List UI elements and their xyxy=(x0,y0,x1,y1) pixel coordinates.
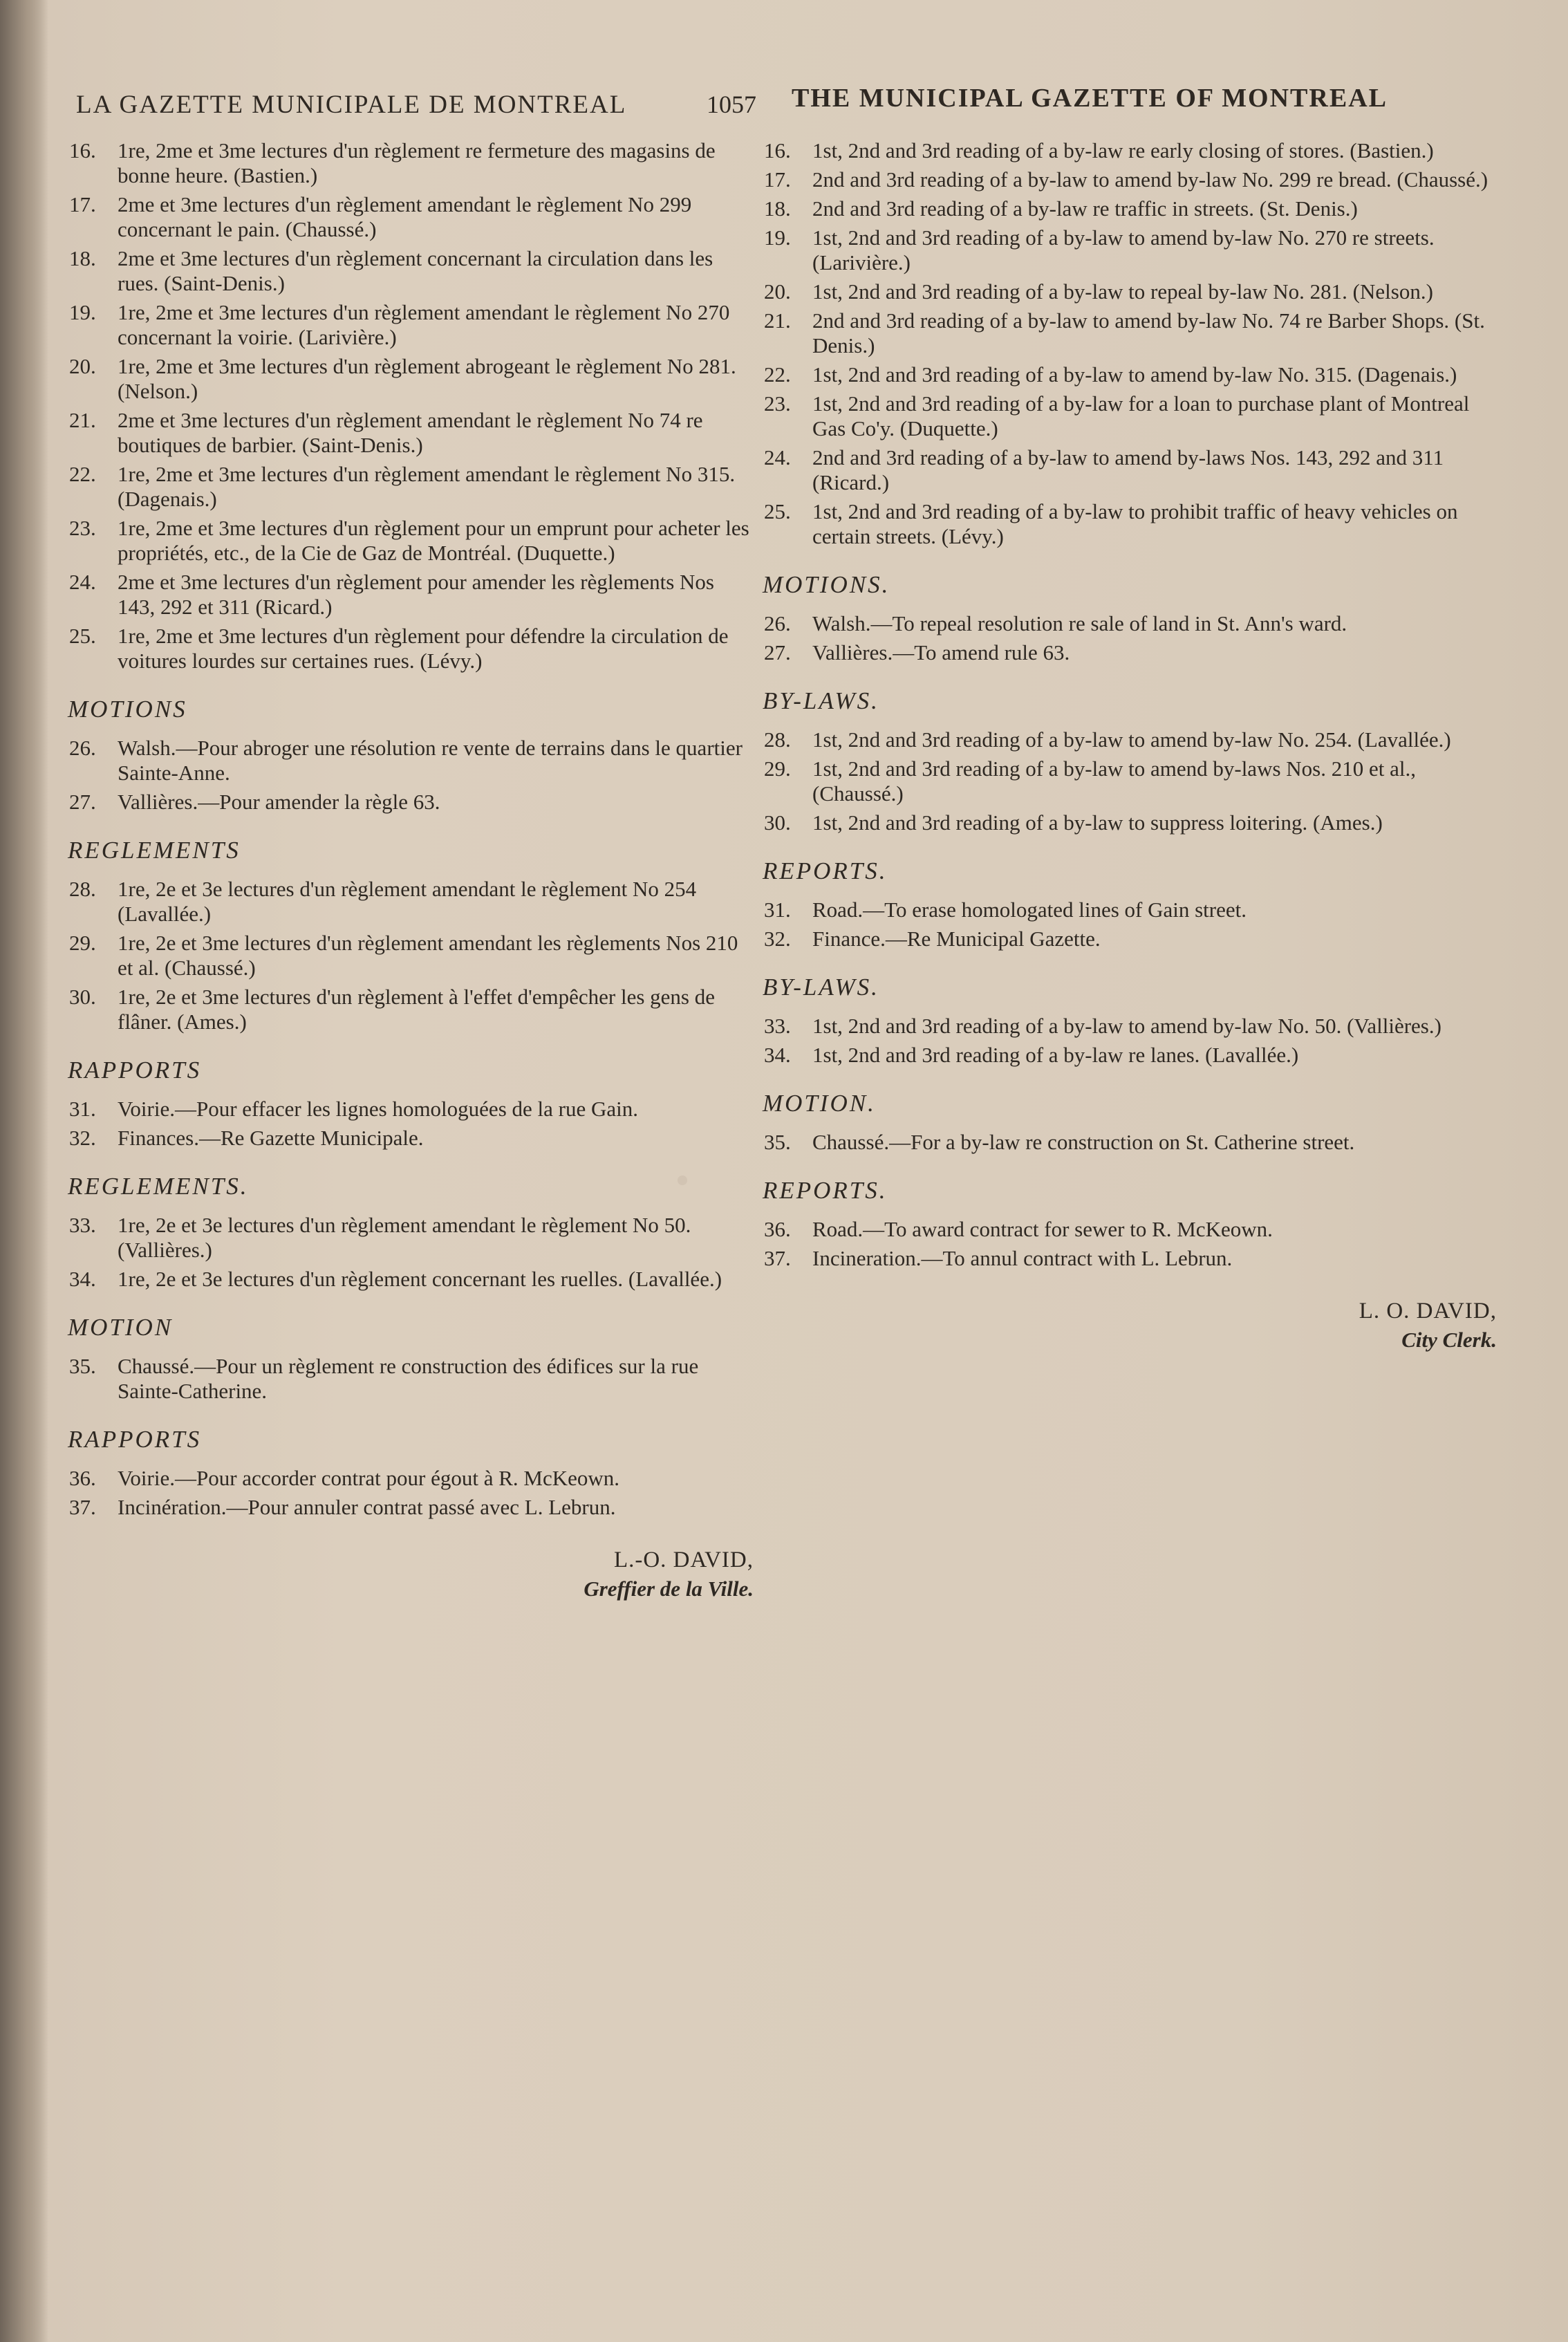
item-text: Finances.—Re Gazette Municipale. xyxy=(118,1126,424,1150)
agenda-item xyxy=(764,1217,1497,1242)
item-number: 16. xyxy=(69,138,96,162)
item-text: Voirie.—Pour accorder contrat pour égout à R. McKeown. xyxy=(118,1466,620,1490)
section-heading: MOTIONS xyxy=(68,696,187,723)
item-text: 1st, 2nd and 3rd reading of a by-law to amend by-law No. 50. (Vallières.) xyxy=(812,1014,1441,1038)
item-number: 30. xyxy=(69,985,96,1009)
agenda-item xyxy=(69,1097,754,1122)
agenda-item xyxy=(69,408,754,458)
item-number: 21. xyxy=(764,308,791,333)
item-number: 35. xyxy=(69,1354,96,1378)
item-number: 22. xyxy=(69,462,96,486)
item-text: Voirie.—Pour effacer les lignes homologuées de la rue Gain. xyxy=(118,1097,638,1121)
agenda-item xyxy=(764,898,1497,922)
english-reports xyxy=(764,898,1497,951)
agenda-item xyxy=(764,362,1497,387)
item-number: 32. xyxy=(764,927,791,951)
agenda-item xyxy=(69,985,754,1034)
item-text: 2nd and 3rd reading of a by-law to amend by-law No. 299 re bread. (Chaussé.) xyxy=(812,167,1488,192)
agenda-item xyxy=(764,756,1497,806)
item-number: 29. xyxy=(69,931,96,955)
agenda-item xyxy=(69,192,754,242)
item-text: Incinération.—Pour annuler contrat passé avec L. Lebrun. xyxy=(118,1495,616,1519)
agenda-item xyxy=(764,279,1497,304)
agenda-item xyxy=(764,1043,1497,1068)
item-text: 1st, 2nd and 3rd reading of a by-law to amend by-law No. 315. (Dagenais.) xyxy=(812,362,1457,387)
item-number: 22. xyxy=(764,362,791,387)
section-heading: MOTION xyxy=(68,1314,174,1341)
item-number: 18. xyxy=(69,246,96,270)
item-text: 2me et 3me lectures d'un règlement amendant le règlement No 74 re boutiques de barbier. (Saint-Denis.) xyxy=(118,408,703,457)
agenda-item xyxy=(764,1014,1497,1039)
agenda-item xyxy=(764,810,1497,835)
item-text: 1re, 2e et 3e lectures d'un règlement concernant les ruelles. (Lavallée.) xyxy=(118,1267,722,1291)
french-motions xyxy=(69,736,754,815)
item-text: 2nd and 3rd reading of a by-law re traffic in streets. (St. Denis.) xyxy=(812,196,1358,221)
item-number: 17. xyxy=(764,167,791,192)
french-motion xyxy=(69,1354,754,1404)
agenda-item xyxy=(69,790,754,815)
item-number: 36. xyxy=(764,1217,791,1241)
item-text: 1re, 2e et 3me lectures d'un règlement amendant les règlements Nos 210 et al. (Chaussé.) xyxy=(118,931,738,980)
item-number: 29. xyxy=(764,756,791,781)
item-text: 2me et 3me lectures d'un règlement concernant la circulation dans les rues. (Saint-Denis.) xyxy=(118,246,713,295)
item-number: 20. xyxy=(764,279,791,304)
agenda-item xyxy=(69,624,754,673)
english-motion xyxy=(764,1130,1497,1155)
item-text: Chaussé.—Pour un règlement re construction des édifices sur la rue Sainte-Catherine. xyxy=(118,1354,699,1403)
item-text: 1re, 2me et 3me lectures d'un règlement pour un emprunt pour acheter les propriétés, etc., de la Cie de Gaz de Montréal. (Duquette.) xyxy=(118,516,749,565)
item-number: 26. xyxy=(69,736,96,760)
item-number: 33. xyxy=(764,1014,791,1038)
french-signature xyxy=(69,1548,754,1601)
agenda-item xyxy=(69,877,754,927)
agenda-item xyxy=(69,931,754,981)
section-heading: BY-LAWS. xyxy=(763,974,879,1001)
agenda-item xyxy=(764,640,1497,665)
item-text: 2me et 3me lectures d'un règlement amendant le règlement No 299 concernant le pain. (Chaussé.) xyxy=(118,192,692,241)
section-heading: MOTIONS. xyxy=(763,571,890,598)
item-text: 1re, 2me et 3me lectures d'un règlement amendant le règlement No 270 concernant la voirie. (Larivière.) xyxy=(118,300,730,349)
english-items-top xyxy=(764,138,1497,549)
french-items-top xyxy=(69,138,754,673)
item-number: 34. xyxy=(69,1267,96,1291)
item-text: 1st, 2nd and 3rd reading of a by-law to amend by-law No. 254. (Lavallée.) xyxy=(812,727,1451,752)
section-heading: REGLEMENTS. xyxy=(68,1173,249,1200)
header-french-title: LA GAZETTE MUNICIPALE DE MONTREAL xyxy=(76,91,627,119)
signature-title: Greffier de la Ville. xyxy=(584,1577,754,1601)
item-text: Incineration.—To annul contract with L. Lebrun. xyxy=(812,1246,1233,1270)
item-text: Road.—To award contract for sewer to R. McKeown. xyxy=(812,1217,1273,1241)
item-number: 28. xyxy=(764,727,791,752)
english-column xyxy=(764,138,1497,1353)
section-heading: REGLEMENTS xyxy=(68,837,241,864)
agenda-item xyxy=(764,727,1497,752)
item-number: 25. xyxy=(764,499,791,523)
french-rapports xyxy=(69,1097,754,1151)
item-text: 1st, 2nd and 3rd reading of a by-law to amend by-laws Nos. 210 et al., (Chaussé.) xyxy=(812,756,1416,806)
item-text: 1re, 2me et 3me lectures d'un règlement amendant le règlement No 315. (Dagenais.) xyxy=(118,462,736,511)
binding-gutter xyxy=(0,0,48,2342)
item-text: 1st, 2nd and 3rd reading of a by-law to amend by-law No. 270 re streets. (Larivière.) xyxy=(812,225,1435,275)
english-bylaws-2 xyxy=(764,1014,1497,1068)
item-text: 1re, 2e et 3e lectures d'un règlement amendant le règlement No 254 (Lavallée.) xyxy=(118,877,697,926)
agenda-item xyxy=(764,499,1497,549)
item-text: 1st, 2nd and 3rd reading of a by-law for a loan to purchase plant of Montreal Gas Co'y. (Duquette.) xyxy=(812,391,1470,440)
item-number: 23. xyxy=(69,516,96,540)
agenda-item xyxy=(69,1354,754,1404)
agenda-item xyxy=(764,391,1497,441)
agenda-item xyxy=(69,516,754,566)
item-number: 19. xyxy=(69,300,96,324)
item-number: 19. xyxy=(764,225,791,250)
item-number: 23. xyxy=(764,391,791,416)
header-english-title: THE MUNICIPAL GAZETTE OF MONTREAL xyxy=(792,84,1388,113)
item-text: 1re, 2me et 3me lectures d'un règlement abrogeant le règlement No 281. (Nelson.) xyxy=(118,354,736,403)
agenda-item xyxy=(69,354,754,404)
agenda-item xyxy=(69,1267,754,1292)
item-number: 24. xyxy=(764,445,791,470)
agenda-item xyxy=(69,1213,754,1263)
item-number: 18. xyxy=(764,196,791,221)
agenda-item xyxy=(69,138,754,188)
item-text: Walsh.—To repeal resolution re sale of land in St. Ann's ward. xyxy=(812,611,1347,635)
item-text: 1st, 2nd and 3rd reading of a by-law to suppress loitering. (Ames.) xyxy=(812,810,1383,835)
signature-name: L. O. DAVID, xyxy=(1359,1299,1497,1323)
agenda-item xyxy=(69,1126,754,1151)
item-text: Finance.—Re Municipal Gazette. xyxy=(812,927,1101,951)
item-number: 31. xyxy=(764,898,791,922)
item-text: Vallières.—To amend rule 63. xyxy=(812,640,1070,665)
agenda-item xyxy=(764,1246,1497,1271)
french-reglements-2 xyxy=(69,1213,754,1292)
item-text: 2nd and 3rd reading of a by-law to amend by-laws Nos. 143, 292 and 311 (Ricard.) xyxy=(812,445,1444,494)
signature-name: L.-O. DAVID, xyxy=(613,1548,754,1572)
item-text: 1re, 2e et 3me lectures d'un règlement à l'effet d'empêcher les gens de flâner. (Ames.) xyxy=(118,985,716,1034)
item-number: 27. xyxy=(764,640,791,665)
page-header xyxy=(76,83,1459,131)
item-text: 1st, 2nd and 3rd reading of a by-law re lanes. (Lavallée.) xyxy=(812,1043,1299,1067)
agenda-item xyxy=(69,736,754,786)
item-text: 2nd and 3rd reading of a by-law to amend by-law No. 74 re Barber Shops. (St. Denis.) xyxy=(812,308,1485,357)
item-number: 27. xyxy=(69,790,96,814)
agenda-item xyxy=(764,927,1497,951)
agenda-item xyxy=(764,611,1497,636)
item-number: 21. xyxy=(69,408,96,432)
section-heading: RAPPORTS xyxy=(68,1057,202,1084)
section-heading: REPORTS. xyxy=(763,857,888,884)
section-heading: BY-LAWS. xyxy=(763,687,879,714)
signature-title: City Clerk. xyxy=(1401,1328,1497,1352)
section-heading: RAPPORTS xyxy=(68,1426,202,1453)
section-heading: MOTION. xyxy=(763,1090,876,1117)
item-text: 1st, 2nd and 3rd reading of a by-law re early closing of stores. (Bastien.) xyxy=(812,138,1434,162)
page-number: 1057 xyxy=(707,91,756,118)
item-text: 1st, 2nd and 3rd reading of a by-law to repeal by-law No. 281. (Nelson.) xyxy=(812,279,1433,304)
agenda-item xyxy=(69,1495,754,1520)
french-column xyxy=(69,138,754,1601)
item-number: 28. xyxy=(69,877,96,901)
item-number: 33. xyxy=(69,1213,96,1237)
item-text: 1re, 2me et 3me lectures d'un règlement pour défendre la circulation de voitures lourdes sur certaines rues. (Lévy.) xyxy=(118,624,729,673)
item-text: Vallières.—Pour amender la règle 63. xyxy=(118,790,440,814)
agenda-item xyxy=(764,1130,1497,1155)
english-signature xyxy=(764,1299,1497,1353)
agenda-item xyxy=(764,167,1497,192)
item-number: 32. xyxy=(69,1126,96,1150)
item-number: 20. xyxy=(69,354,96,378)
french-reglements xyxy=(69,877,754,1034)
item-text: 2me et 3me lectures d'un règlement pour amender les règlements Nos 143, 292 et 311 (Ricard.) xyxy=(118,570,714,619)
item-number: 35. xyxy=(764,1130,791,1154)
english-motions xyxy=(764,611,1497,665)
item-number: 16. xyxy=(764,138,791,162)
item-number: 26. xyxy=(764,611,791,635)
item-text: 1st, 2nd and 3rd reading of a by-law to prohibit traffic of heavy vehicles on certain streets. (Lévy.) xyxy=(812,499,1458,548)
item-number: 17. xyxy=(69,192,96,216)
agenda-item xyxy=(764,225,1497,275)
french-rapports-2 xyxy=(69,1466,754,1520)
item-number: 37. xyxy=(69,1495,96,1519)
agenda-item xyxy=(69,1466,754,1491)
item-number: 34. xyxy=(764,1043,791,1067)
agenda-item xyxy=(69,570,754,620)
item-text: 1re, 2me et 3me lectures d'un règlement re fermeture des magasins de bonne heure. (Bastien.) xyxy=(118,138,716,187)
item-text: 1re, 2e et 3e lectures d'un règlement amendant le règlement No 50. (Vallières.) xyxy=(118,1213,691,1262)
item-number: 30. xyxy=(764,810,791,835)
agenda-item xyxy=(69,462,754,512)
item-number: 24. xyxy=(69,570,96,594)
agenda-item xyxy=(764,445,1497,495)
item-number: 36. xyxy=(69,1466,96,1490)
english-bylaws xyxy=(764,727,1497,835)
item-text: Walsh.—Pour abroger une résolution re vente de terrains dans le quartier Sainte-Anne. xyxy=(118,736,743,785)
item-number: 37. xyxy=(764,1246,791,1270)
english-reports-2 xyxy=(764,1217,1497,1271)
agenda-item xyxy=(764,196,1497,221)
item-text: Road.—To erase homologated lines of Gain street. xyxy=(812,898,1247,922)
item-text: Chaussé.—For a by-law re construction on St. Catherine street. xyxy=(812,1130,1355,1154)
item-number: 31. xyxy=(69,1097,96,1121)
agenda-item xyxy=(69,246,754,296)
agenda-item xyxy=(69,300,754,350)
section-heading: REPORTS. xyxy=(763,1177,888,1204)
agenda-item xyxy=(764,138,1497,163)
item-number: 25. xyxy=(69,624,96,648)
agenda-item xyxy=(764,308,1497,358)
